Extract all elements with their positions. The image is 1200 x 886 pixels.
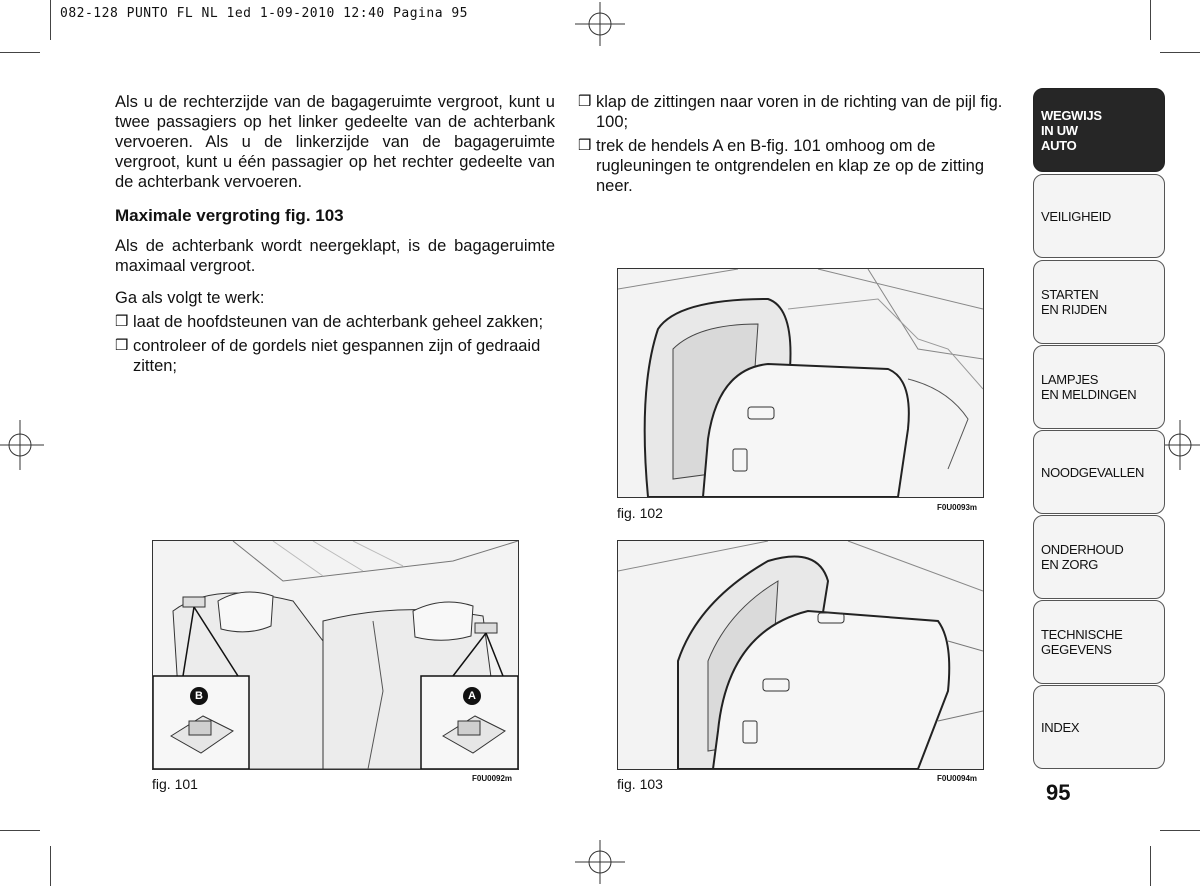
tab-lampjes-en-meldingen[interactable] (1033, 345, 1165, 429)
figure-code: F0U0094m (937, 774, 978, 783)
tab-label: ONDERHOUD EN ZORG (1041, 542, 1124, 572)
figure-label: fig. 103 (617, 776, 663, 792)
section-heading: Maximale vergroting fig. 103 (115, 206, 344, 225)
folded-seat-illustration (618, 269, 983, 497)
crop-mark (1150, 846, 1151, 886)
crop-mark (0, 830, 40, 831)
figure-103-illustration (617, 540, 984, 770)
tab-label: LAMPJES EN MELDINGEN (1041, 372, 1137, 402)
checkbox-bullet-icon: ❒ (115, 313, 129, 330)
right-text-column (578, 92, 1018, 200)
checkbox-bullet-icon: ❒ (115, 337, 129, 354)
figure-label: fig. 101 (152, 776, 198, 792)
crop-mark (1150, 0, 1151, 40)
tab-label: NOODGEVALLEN (1041, 464, 1145, 480)
crop-mark (50, 846, 51, 886)
callout-a-badge: A (463, 687, 481, 705)
paragraph: Ga als volgt te werk: (115, 289, 265, 307)
tab-starten-en-rijden[interactable] (1033, 260, 1165, 344)
tab-wegwijs-in-uw-auto[interactable] (1033, 88, 1165, 172)
bullet-text: klap de zittingen naar voren in de richting van de pijl fig. 100; (596, 93, 1003, 131)
tab-label: WEGWIJS IN UW AUTO (1041, 107, 1102, 153)
figure-101-illustration (152, 540, 519, 770)
tab-onderhoud-en-zorg[interactable] (1033, 515, 1165, 599)
figure-code: F0U0092m (472, 774, 513, 783)
tab-noodgevallen[interactable] (1033, 430, 1165, 514)
bullet-text: trek de hendels A en B-fig. 101 omhoog om de rugleuningen te ontgrendelen en klap ze op de zitting neer. (596, 137, 985, 195)
bullet-item (115, 336, 555, 376)
registration-mark-icon (575, 840, 625, 884)
crop-mark (50, 0, 51, 40)
tab-label: TECHNISCHE GEGEVENS (1041, 627, 1123, 657)
callout-b-badge: B (190, 687, 208, 705)
fully-folded-seat-illustration (618, 541, 983, 769)
crop-mark (0, 52, 40, 53)
registration-mark-icon (575, 2, 625, 46)
checkbox-bullet-icon: ❒ (578, 137, 592, 154)
bullet-text: controleer of de gordels niet gespannen zijn of gedraaid zitten; (133, 337, 541, 375)
tab-label: VEILIGHEID (1041, 208, 1111, 224)
tab-technische-gegevens[interactable] (1033, 600, 1165, 684)
crop-mark (1160, 52, 1200, 53)
registration-mark-icon (0, 420, 44, 470)
bullet-item (578, 92, 1018, 132)
paragraph: Als de achterbank wordt neergeklapt, is de bagageruimte maximaal vergroot. (115, 237, 555, 275)
print-header: 082-128 PUNTO FL NL 1ed 1-09-2010 12:40 Pagina 95 (60, 6, 469, 21)
paragraph: Als u de rechterzijde van de bagageruimte vergroot, kunt u twee passagiers op het linker gedeelte van de achterbank vervoeren. Als u de linkerzijde van de bagageruimte vergroot, kunt u één passagier op het rechter gedeelte van de achterbank vervoeren. (115, 93, 555, 191)
tab-label: STARTEN EN RIJDEN (1041, 287, 1107, 317)
figure-code: F0U0093m (937, 503, 978, 512)
tab-label: INDEX (1041, 719, 1080, 735)
bullet-item (115, 312, 555, 332)
figure-label: fig. 102 (617, 505, 663, 521)
left-text-column (115, 92, 555, 380)
bullet-item (578, 136, 1018, 196)
figure-102-illustration (617, 268, 984, 498)
bullet-text: laat de hoofdsteunen van de achterbank geheel zakken; (133, 313, 544, 331)
page-number: 95 (1046, 780, 1071, 805)
crop-mark (1160, 830, 1200, 831)
tab-veiligheid[interactable] (1033, 174, 1165, 258)
checkbox-bullet-icon: ❒ (578, 93, 592, 110)
rear-seat-headrests-illustration (153, 541, 518, 769)
tab-index[interactable] (1033, 685, 1165, 769)
